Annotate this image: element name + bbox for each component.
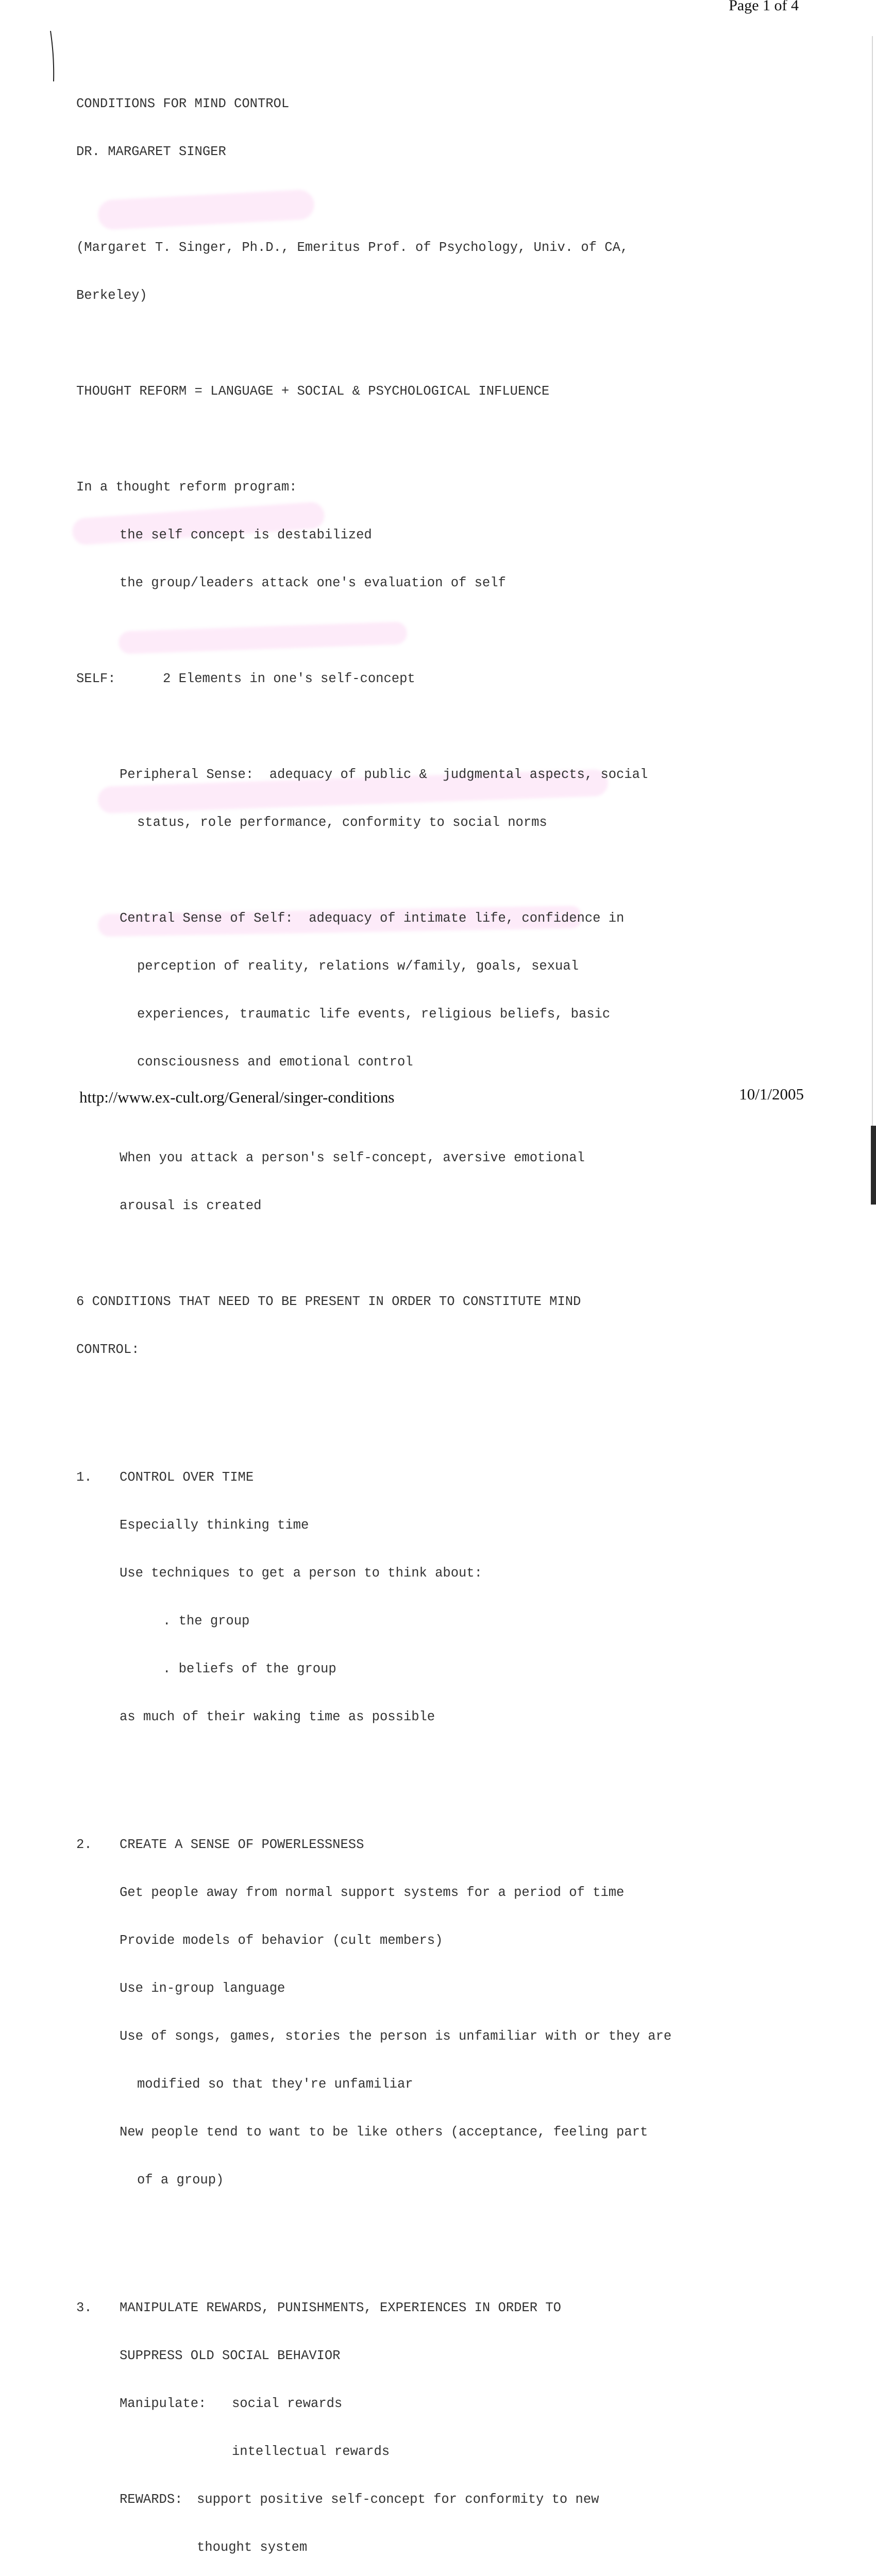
rewards-row-2 (76, 2539, 746, 2555)
page-number: Page 1 of 4 (729, 0, 799, 14)
author: DR. MARGARET SINGER (76, 144, 226, 159)
self-section (76, 671, 746, 687)
peripheral-line-2: status, role performance, conformity to social norms (137, 815, 547, 830)
affiliation-line-2: Berkeley) (76, 288, 147, 303)
rewards-label: REWARDS: (120, 2492, 183, 2507)
self-heading: 2 Elements in one's self-concept (163, 671, 415, 686)
condition-2-title (76, 1837, 746, 1853)
central-line-1: Central Sense of Self: adequacy of intimate life, confidence in (120, 911, 625, 926)
central-line-3: experiences, traumatic life events, religious beliefs, basic (137, 1007, 611, 1022)
condition-2-line-2: Provide models of behavior (cult members) (120, 1933, 443, 1948)
pen-mark (49, 30, 57, 84)
condition-2-line-4: Use of songs, games, stories the person is unfamiliar with or they are (120, 2029, 672, 2044)
rewards-text-2: thought system (197, 2540, 308, 2555)
manipulate-item-2: intellectual rewards (232, 2444, 390, 2459)
manipulate-label: Manipulate: (120, 2396, 207, 2411)
central-line-4: consciousness and emotional control (137, 1055, 413, 1070)
condition-2-title-text: CREATE A SENSE OF POWERLESSNESS (120, 1837, 364, 1852)
attack-line-1: When you attack a person's self-concept, aversive emotional (120, 1150, 585, 1165)
conditions-heading-2: CONTROL: (76, 1342, 140, 1357)
condition-2-line-4b: modified so that they're unfamiliar (137, 2077, 413, 2092)
condition-3-title (76, 2300, 746, 2316)
condition-3-number: 3. (76, 2300, 92, 2315)
condition-1-number: 1. (76, 1470, 92, 1485)
scan-edge-shadow (871, 1126, 876, 1205)
condition-1-line-3: as much of their waking time as possible (120, 1709, 435, 1724)
condition-1-line-1: Especially thinking time (120, 1518, 309, 1533)
condition-1-bullet-1: . the group (163, 1614, 250, 1629)
thought-reform-equation: THOUGHT REFORM = LANGUAGE + SOCIAL & PSYCHOLOGICAL INFLUENCE (76, 384, 550, 399)
condition-2-line-5: New people tend to want to be like others (acceptance, feeling part (120, 2125, 648, 2140)
condition-3-title-text: MANIPULATE REWARDS, PUNISHMENTS, EXPERIENCES IN ORDER TO (120, 2300, 561, 2315)
document-body (76, 64, 746, 2576)
self-label: SELF: (76, 671, 116, 686)
condition-1-title (76, 1469, 746, 1485)
intro-point-1: the self concept is destabilized (120, 528, 372, 543)
rewards-text-1: support positive self-concept for conformity to new (197, 2492, 599, 2507)
footer-date: 10/1/2005 (739, 1085, 804, 1103)
manipulate-row-2 (76, 2444, 746, 2460)
scan-edge (872, 36, 873, 1205)
manipulate-row (76, 2396, 746, 2412)
condition-2-line-5b: of a group) (137, 2173, 224, 2188)
condition-1-line-2: Use techniques to get a person to think about: (120, 1566, 482, 1581)
intro-point-2: the group/leaders attack one's evaluation of self (120, 575, 506, 590)
condition-2-number: 2. (76, 1837, 92, 1852)
central-line-2: perception of reality, relations w/family, goals, sexual (137, 959, 579, 974)
rewards-row (76, 2492, 746, 2507)
footer-url: http://www.ex-cult.org/General/singer-conditions (79, 1088, 395, 1106)
peripheral-line-1: Peripheral Sense: adequacy of public & judgmental aspects, social (120, 767, 648, 782)
condition-1-title-text: CONTROL OVER TIME (120, 1470, 254, 1485)
attack-line-2: arousal is created (120, 1198, 262, 1213)
affiliation-line-1: (Margaret T. Singer, Ph.D., Emeritus Prof. of Psychology, Univ. of CA, (76, 240, 629, 255)
condition-3-title-2: SUPPRESS OLD SOCIAL BEHAVIOR (120, 2348, 341, 2363)
title: CONDITIONS FOR MIND CONTROL (76, 96, 290, 111)
condition-2-line-1: Get people away from normal support systems for a period of time (120, 1885, 625, 1900)
condition-1-bullet-2: . beliefs of the group (163, 1662, 336, 1676)
conditions-heading-1: 6 CONDITIONS THAT NEED TO BE PRESENT IN ORDER TO CONSTITUTE MIND (76, 1294, 581, 1309)
intro-lead: In a thought reform program: (76, 480, 297, 495)
manipulate-item-1: social rewards (232, 2396, 343, 2411)
condition-2-line-3: Use in-group language (120, 1981, 285, 1996)
